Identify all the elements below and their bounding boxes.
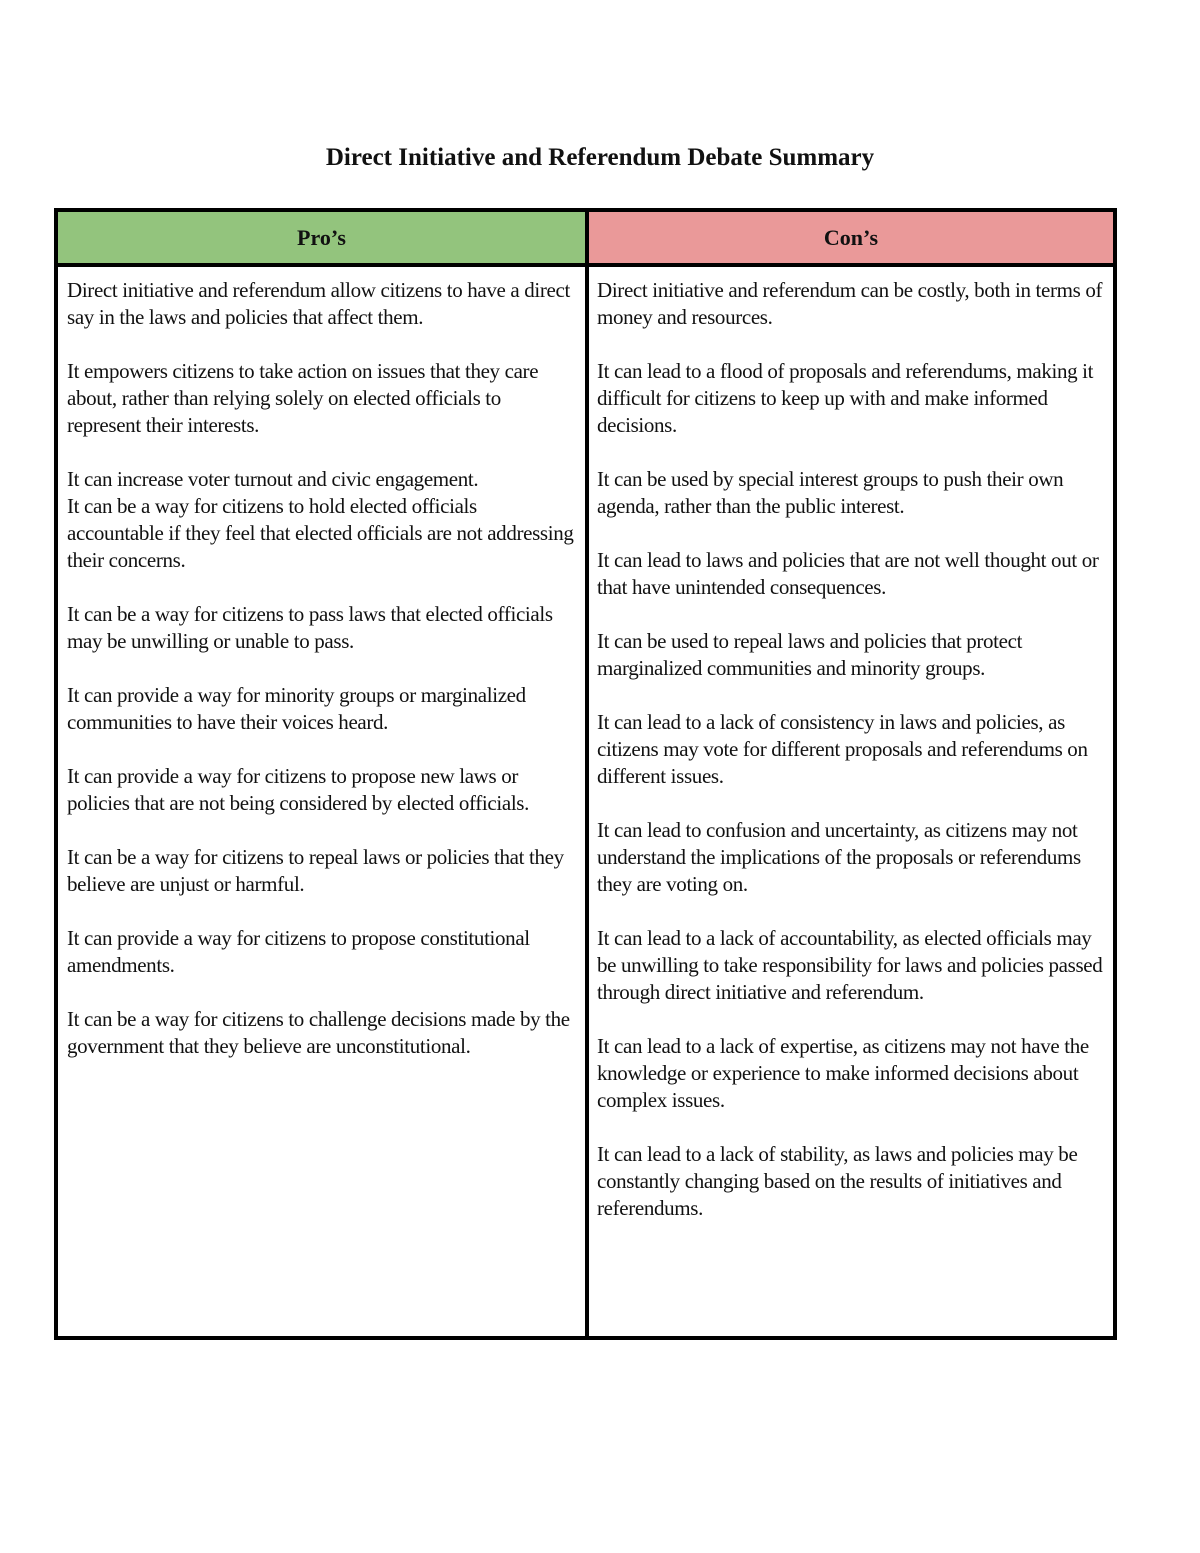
pros-item: Direct initiative and referendum allow citizens to have a direct say in the laws and policies that affect them.: [67, 278, 570, 329]
pros-item: It can provide a way for minority groups or marginalized communities to have their voices heard.: [67, 683, 526, 734]
cons-item: It can lead to confusion and uncertainty, as citizens may not understand the implications of the proposals or referendums they are voting on.: [597, 818, 1081, 896]
cons-item: It can lead to laws and policies that are not well thought out or that have unintended consequences.: [597, 548, 1099, 599]
cons-item: It can lead to a lack of stability, as laws and policies may be constantly changing based on the results of initiatives and referendums.: [597, 1142, 1078, 1220]
cons-item: It can lead to a flood of proposals and referendums, making it difficult for citizens to keep up with and make informed decisions.: [597, 359, 1094, 437]
pros-item: It can increase voter turnout and civic engagement.: [67, 467, 479, 491]
cons-item: It can lead to a lack of expertise, as citizens may not have the knowledge or experience to make informed decisions about complex issues.: [597, 1034, 1089, 1112]
pros-item: It can provide a way for citizens to propose constitutional amendments.: [67, 926, 530, 977]
cons-header: Con’s: [589, 212, 1113, 263]
pros-item: It empowers citizens to take action on issues that they care about, rather than relying solely on elected officials to represent their interests.: [67, 359, 539, 437]
cons-item: Direct initiative and referendum can be costly, both in terms of money and resources.: [597, 278, 1103, 329]
debate-table: [54, 208, 1117, 1340]
cons-column: [589, 267, 1113, 1336]
table-header-row: [58, 212, 1113, 267]
table-body-row: [58, 267, 1113, 1336]
pros-item: It can be a way for citizens to repeal laws or policies that they believe are unjust or harmful.: [67, 845, 564, 896]
pros-column: [58, 267, 589, 1336]
cons-item: It can lead to a lack of accountability, as elected officials may be unwilling to take responsibility for laws and policies passed through direct initiative and referendum.: [597, 926, 1103, 1004]
cons-item: It can lead to a lack of consistency in laws and policies, as citizens may vote for different proposals and referendums on different issues.: [597, 710, 1088, 788]
pros-item: It can be a way for citizens to challenge decisions made by the government that they believe are unconstitutional.: [67, 1007, 570, 1058]
pros-header: Pro’s: [58, 212, 589, 263]
cons-item: It can be used to repeal laws and policies that protect marginalized communities and minority groups.: [597, 629, 1023, 680]
pros-item: It can be a way for citizens to hold elected officials accountable if they feel that elected officials are not addressing their concerns.: [67, 494, 574, 572]
document-title: Direct Initiative and Referendum Debate Summary: [325, 144, 875, 171]
pros-item: It can be a way for citizens to pass laws that elected officials may be unwilling or unable to pass.: [67, 602, 553, 653]
pros-item: It can provide a way for citizens to propose new laws or policies that are not being considered by elected officials.: [67, 764, 530, 815]
cons-item: It can be used by special interest groups to push their own agenda, rather than the public interest.: [597, 467, 1064, 518]
